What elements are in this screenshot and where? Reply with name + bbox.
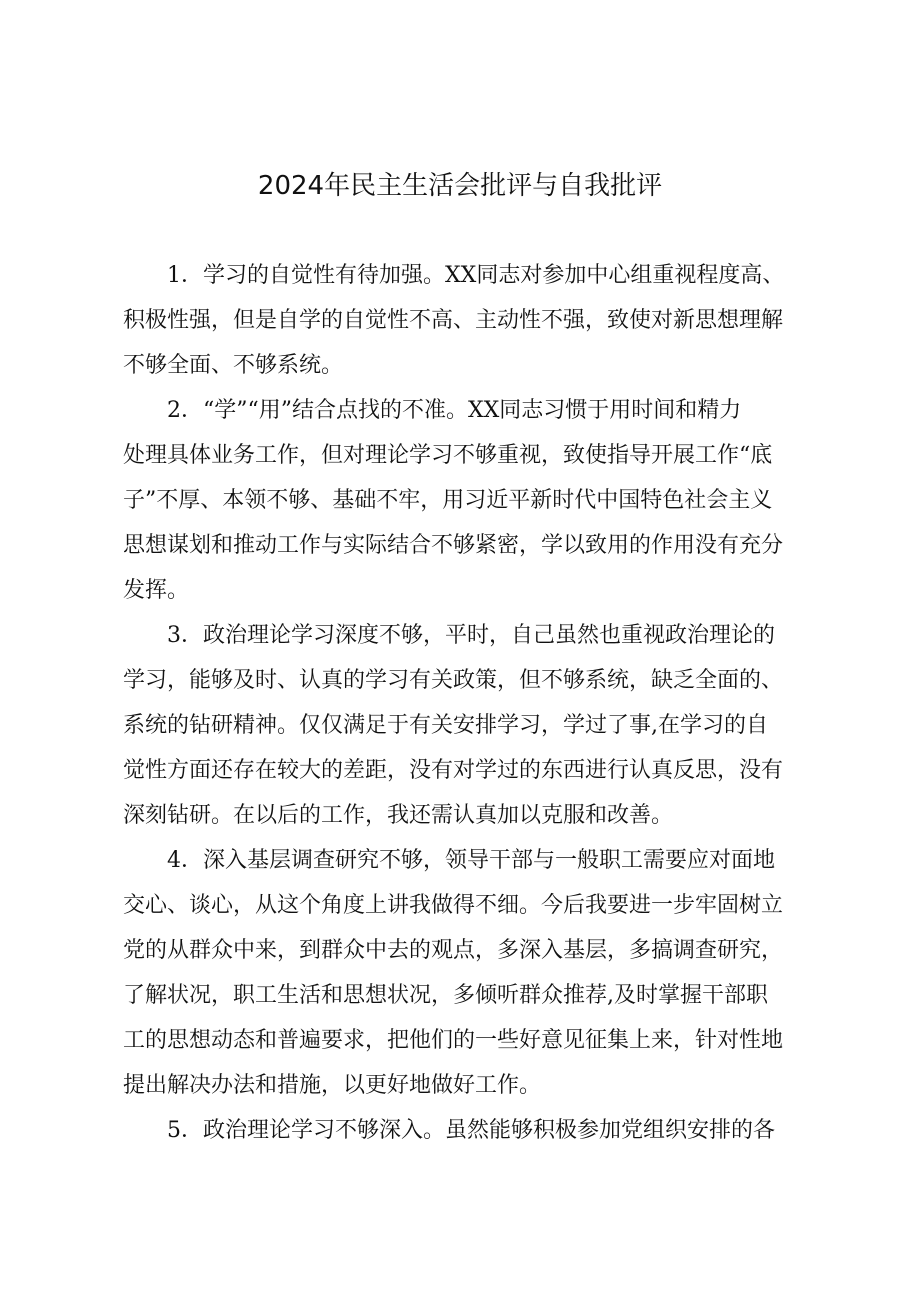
paragraph-line: 5．政治理论学习不够深入。虽然能够积极参加党组织安排的各 — [167, 1118, 775, 1143]
paragraph-line: 思想谋划和推动工作与实际结合不够紧密，学以致用的作用没有充分 — [123, 533, 784, 558]
paragraph-line: 党的从群众中来，到群众中去的观点，多深入基层，多搞调查研究， — [123, 938, 784, 963]
document-title: 2024年民主生活会批评与自我批评 — [257, 171, 663, 201]
paragraph-line: 了解状况，职工生活和思想状况，多倾听群众推荐,及时掌握干部职 — [123, 983, 768, 1008]
paragraph-line: 处理具体业务工作，但对理论学习不够重视，致使指导开展工作“底 — [123, 443, 773, 468]
paragraph-line: 3．政治理论学习深度不够，平时，自己虽然也重视政治理论的 — [167, 623, 775, 648]
paragraph-3 — [123, 613, 813, 838]
paragraph-4 — [123, 838, 813, 1108]
paragraph-5 — [123, 1108, 813, 1153]
paragraph-line: 深刻钻研。在以后的工作，我还需认真加以克服和改善。 — [123, 803, 674, 828]
paragraph-line: 发挥。 — [123, 578, 190, 603]
paragraph-line: 系统的钻研精神。仅仅满足于有关安排学习，学过了事,在学习的自 — [123, 713, 768, 738]
paragraph-1 — [123, 253, 813, 388]
paragraph-2 — [123, 388, 813, 613]
paragraph-line: 学习，能够及时、认真的学习有关政策，但不够系统，缺乏全面的、 — [123, 668, 784, 693]
paragraph-line: 觉性方面还存在较大的差距，没有对学过的东西进行认真反思，没有 — [123, 758, 784, 783]
paragraph-line: 不够全面、不够系统。 — [123, 353, 344, 378]
paragraph-line: 积极性强，但是自学的自觉性不高、主动性不强，致使对新思想理解 — [123, 308, 784, 333]
paragraph-line: 子”不厚、本领不够、基础不牢，用习近平新时代中国特色社会主义 — [123, 488, 773, 513]
paragraph-line: 工的思想动态和普遍要求，把他们的一些好意见征集上来，针对性地 — [123, 1028, 784, 1053]
paragraph-line: 4．深入基层调查研究不够，领导干部与一般职工需要应对面地 — [167, 848, 775, 873]
paragraph-line: 提出解决办法和措施，以更好地做好工作。 — [123, 1073, 542, 1098]
paragraph-line: 1．学习的自觉性有待加强。XX同志对参加中心组重视程度高、 — [167, 263, 785, 288]
paragraph-line: 2．“学”“用”结合点找的不准。XX同志习惯于用时间和精力 — [167, 398, 742, 423]
document-body — [123, 253, 813, 1153]
paragraph-line: 交心、谈心，从这个角度上讲我做得不细。今后我要进一步牢固树立 — [123, 893, 784, 918]
